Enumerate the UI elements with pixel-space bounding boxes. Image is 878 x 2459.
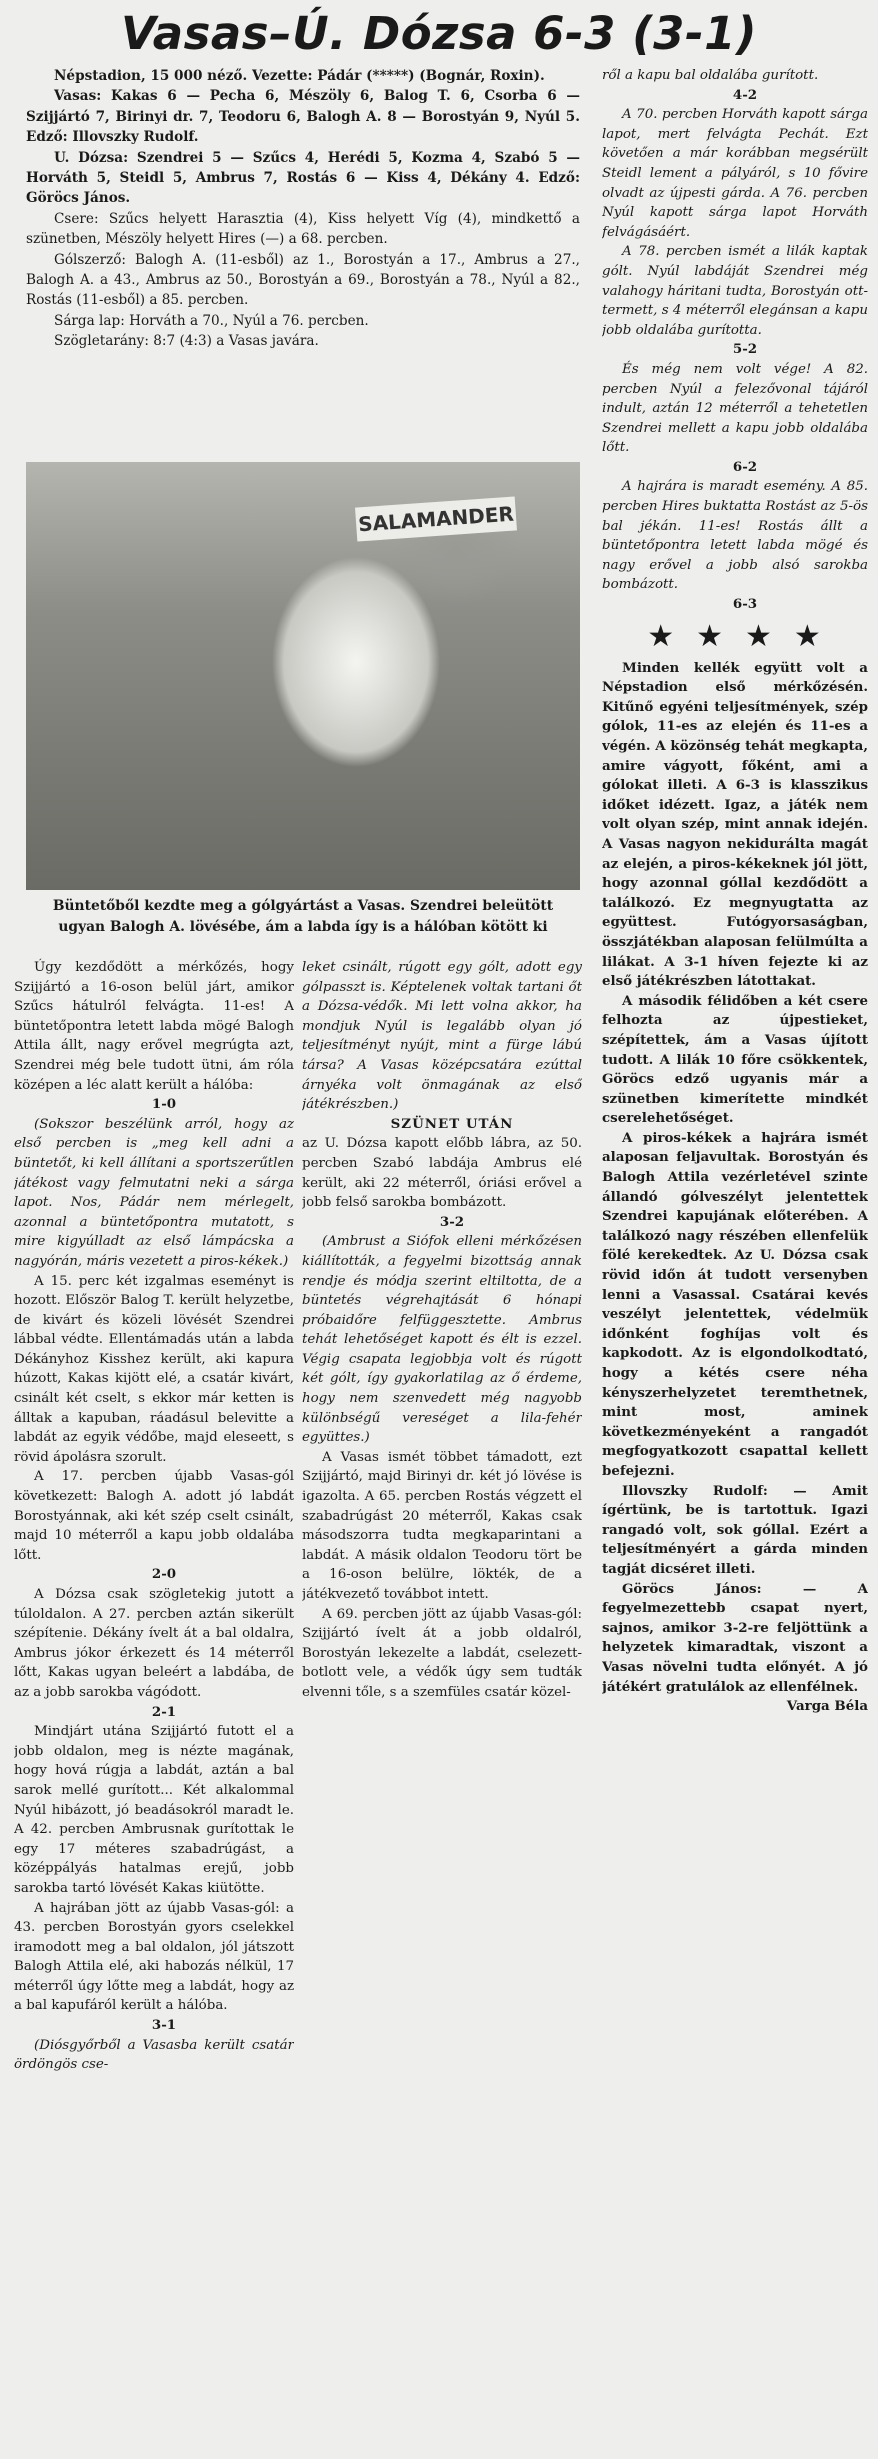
info-scorers: Gólszerző: Balogh A. (11-esből) az 1., Borostyán a 17., Ambrus a 27., Balogh A. a 43., Ambrus az 50., Borostyán a 69., Borostyán a 78., Nyúl a 82., Rostás (11-esből) a 85. percben. [26,251,580,309]
paragraph: A hajrára is maradt esemény. A 85. percben Hires buktatta Rostást az 5-ös bal jékán. 11-es! Rostás állt a büntetőpontra letett labda mögé és nagy erővel a jobb alsó sarokba bombázott. [602,479,868,593]
photo-advertising-sign: SALAMANDER [355,496,517,541]
paragraph: Mindjárt utána Szijjártó futott el a jobb oldalon, meg is nézte magának, hogy hová rúgja a labdát, aztán a bal sarok mellé gurított... Két alkalommal Nyúl hibázott, jó beadásokról maradt le. A 42. percben Ambrusnak gurítottak le egy 17 méteres szabadrúgást, a középpályás hatalmas erejű, jobb sarokba tartó lövését Kakas kiütötte. [14,1724,294,1896]
paragraph: A 69. percben jött az újabb Vasas-gól: Szijjártó ívelt át a jobb oldalról, Borostyán lekezelte a labdát, cselezett-botlott vele, a védők úgy sem tudták elvenni tőle, s a szemfüles csatár közel- [302,1606,582,1700]
paragraph: És még nem volt vége! A 82. percben Nyúl a felezővonal tájáról indult, aztán 12 méterről a tehetetlen Szendrei mellett a kapu jobb oldalába lőtt. [602,361,868,456]
author-signature: Varga Béla [786,1698,868,1715]
match-photo [26,462,580,890]
score-line: 3-1 [151,2017,177,2034]
paragraph: leket csinált, rúgott egy gólt, adott egy gólpasszt is. Képtelenek voltak tartani őt a Dózsa-védők. Mi lett volna akkor, ha mondjuk Nyúl is legalább olyan jó teljesítményt nyújt, mint a fürge lábú társa? A Vasas középcsatára ezúttal árnyéka volt önmagának az első játékrészben.) [302,960,582,1113]
info-substitutes: Csere: Szűcs helyett Harasztia (4), Kiss helyett Víg (4), mindkettő a szünetben, Mészöly helyett Hires (—) a 68. percben. [26,210,580,248]
paragraph: A Vasas ismét többet támadott, ezt Szijjártó, majd Birinyi dr. két jó lövése is igazolta. A 65. percben Rostás végzett el szabadrúgást 20 méterről, Kakas csak másodszorra tudta megkaparintani a labdát. A másik oldalon Teodoru tört be a 16-oson belülre, lökték, de a játékvezető továbbot intett. [302,1449,582,1602]
score-line: 6-3 [732,596,758,613]
score-line: 4-2 [732,86,758,103]
paragraph: A piros-kékek a hajrára ismét alaposan feljavultak. Borostyán és Balogh Attila vezérletével szinte állandó gólveszélyt jelentettek Szendrei kapujának előterében. A találkozó nagy részében ellenfelük fölé kerekedtek. Az U. Dózsa csak rövid időn át tudott versenyben lenni a Vasassal. Csatárai kevés veszélyt jelentettek, védelmük időnként foghíjas volt és kapkodott. Az is elgondolkodtató, hogy a kétés csere néha kényszerhelyzetet teremthetnek, mint most, aminek következményeként a rangadót megfogyatkozott csapattal kellett befejezni. [602,1129,868,1479]
headline: Vasas–Ú. Dózsa 6-3 (3-1) [120,7,758,60]
coach-quote-vasas: Illovszky Rudolf: — Amit ígértünk, be is tartottuk. Igazi rangadó volt, sok góllal. Ezért a teljesítményért a gárda minden tagját dicséret illeti. [602,1482,868,1577]
paragraph: A 15. perc két izgalmas eseményt is hozott. Először Balog T. került helyzetbe, de kivárt és közeli lövését Szendrei lábbal védte. Ellentámadás után a labda Dékányhoz Kisshez került, aki kapura húzott, Kakas kijött elé, a csatár kivárt, csinált két cselt, s ekkor már ketten is álltak a kapuban, ráadásul belevitte a labdát az egyik védőbe, majd eleseett, s rövid ápolásra szorult. [14,1273,294,1465]
paragraph: A 78. percben ismét a lilák kaptak gólt. Nyúl labdáját Szendrei még valahogy háritani tudta, Borostyán ott-termett, s 4 méterről elegánsan a kapu jobb oldalába gurította. [602,244,868,338]
coach-quote-dozsa: Göröcs János: — A fegyelmezettebb csapat nyert, sajnos, amikor 3-2-re feljöttünk a helyzetek kimaradtak, viszont a Vasas növelni tudta előnyét. A jó játékért gratulálok az ellenfélnek. [602,1580,868,1695]
score-line: 5-2 [732,341,758,358]
article-column-1 [14,958,294,2454]
info-corners: Szögletarány: 8:7 (4:3) a Vasas javára. [54,333,319,350]
paragraph: A 17. percben újabb Vasas-gól következett: Balogh A. adott jó labdát Borostyánnak, aki két szép cselt csinált, majd 10 méterről a kapu jobb oldalába lőtt. [14,1469,294,1563]
paragraph: A második félidőben a két csere felhozta az újpestieket, szépítettek, ám a Vasas újított tudott. A lilák 10 főre csökkentek, Göröcs edző ugyanis már a szünetben kimerítette mindkét cserelehetőséget. [602,992,868,1127]
paragraph: Úgy kezdődött a mérkőzés, hogy Szijjártó a 16-oson belül járt, amikor Szűcs hátulról felvágta. 11-es! A büntetőpontra letett labda mögé Balogh Attila állt, nagy erővel megrúgta azt, Szendrei még bele tudott ütni, ám róla középen a léc alatt került a hálóba: [14,960,294,1093]
section-stars: ★★★★ [647,618,843,654]
section-heading: SZÜNET UTÁN [390,1115,514,1132]
photo-caption: Büntetőből kezdte meg a gólgyártást a Vasas. Szendrei beleütött ugyan Balogh A. lövésébe, ám a labda így is a hálóban kötött ki [52,898,554,935]
article-column-3 [602,66,868,2454]
paragraph: A 70. percben Horváth kapott sárga lapot, mert felvágta Pechát. Ezt követően a már korábban megsérült Steidl lement a pályáról, s 10 fővire olvadt az újpesti gárda. A 76. percben Nyúl kapott sárga lapot Horváth felvágásáért. [602,107,868,240]
paragraph: (Diósgyőrből a Vasasba került csatár ördöngös cse- [14,2037,294,2073]
score-line: 2-1 [151,1703,177,1720]
score-line: 2-0 [151,1566,177,1583]
paragraph: az U. Dózsa kapott előbb lábra, az 50. percben Szabó labdája Ambrus elé került, aki 22 méterről, óriási erővel a jobb felső sarokba bombázott. [302,1136,582,1211]
paragraph: (Sokszor beszélünk arról, hogy az első percben is „meg kell adni a büntetőt, ki kell állítani a sportszerűtlen játékost vagy felmutatni neki a sárga lapot. Nos, Pádár nem mérlegelt, azonnal a büntetőpontra mutatott, s mire kigyúlladt az első lámpácska a nagyórán, máris vezetett a piros-kékek.) [14,1116,294,1269]
paragraph: A Dózsa csak szögletekig jutott a túloldalon. A 27. percben aztán sikerült szépítenie. Dékány ívelt át a bal oldalra, Ambrus jókor érkezett és 14 méterről lőtt, Kakas ugyan beleért a labdába, de az a jobb sarokba vágódott. [14,1587,294,1700]
info-venue: Népstadion, 15 000 néző. Vezette: Pádár (*****) (Bognár, Roxin). [54,68,545,84]
paragraph: Minden kellék együtt volt a Népstadion első mérkőzésén. Kitűnő egyéni teljesítmények, szép gólok, 11-es az elején és 11-es a végén. A közönség tehát megkapta, amire vágyott, főként, ami a gólokat illeti. A 6-3 is klasszikus időket idézett. Igaz, a játék nem volt olyan szép, mint annak idején. A Vasas nagyon nekidurálta magát az elején, a piros-kékeknek jól jött, hogy azonnal góllal kezdődött a találkozó. Ez megnyugtatta az együttest. Futógyorsaságban, összjátékban alaposan felülmúlta a lilákat. A 3-1 híven fejezte ki az első játékrészben látottakat. [602,659,868,990]
match-info [26,66,580,458]
info-vasas-lineup: Vasas: Kakas 6 — Pecha 6, Mészöly 6, Balog T. 6, Csorba 6 — Szijjártó 7, Birinyi dr. 7, Teodoru 6, Balogh A. 8 — Borostyán 9, Nyúl 5. Edző: Illovszky Rudolf. [26,88,580,146]
score-line: 3-2 [439,1213,465,1230]
paragraph: ről a kapu bal oldalába gurított. [602,68,819,83]
article-column-2 [302,958,582,2454]
score-line: 6-2 [732,458,758,475]
info-yellow-cards: Sárga lap: Horváth a 70., Nyúl a 76. percben. [54,312,369,329]
info-dozsa-lineup: U. Dózsa: Szendrei 5 — Szűcs 4, Herédi 5, Kozma 4, Szabó 5 — Horváth 5, Steidl 5, Ambrus 7, Rostás 6 — Kiss 4, Dékány 4. Edző: Göröcs János. [26,149,580,207]
paragraph: A hajrában jött az újabb Vasas-gól: a 43. percben Borostyán gyors cselekkel iramodott meg a bal oldalon, jól játszott Balogh Attila elé, aki habozás nélkül, 17 méterről úgy lőtte meg a labdát, hogy az a bal kapufáról került a hálóba. [14,1900,294,2014]
paragraph: (Ambrust a Siófok elleni mérkőzésen kiállították, a fegyelmi bizottság annak rendje és módja szerint eltiltotta, de a büntetés végrehajtását 6 hónapi próbaidőre felfüggesztette. Ambrus tehát lehetőséget kapott és élt is ezzel. Végig csapata legjobbja volt és rúgott két gólt, így gyakorlatilag az ő érdeme, hogy nem szenvedett még nagyobb különbségű vereséget a lila-fehér együttes.) [302,1234,582,1446]
score-line: 1-0 [151,1096,177,1113]
